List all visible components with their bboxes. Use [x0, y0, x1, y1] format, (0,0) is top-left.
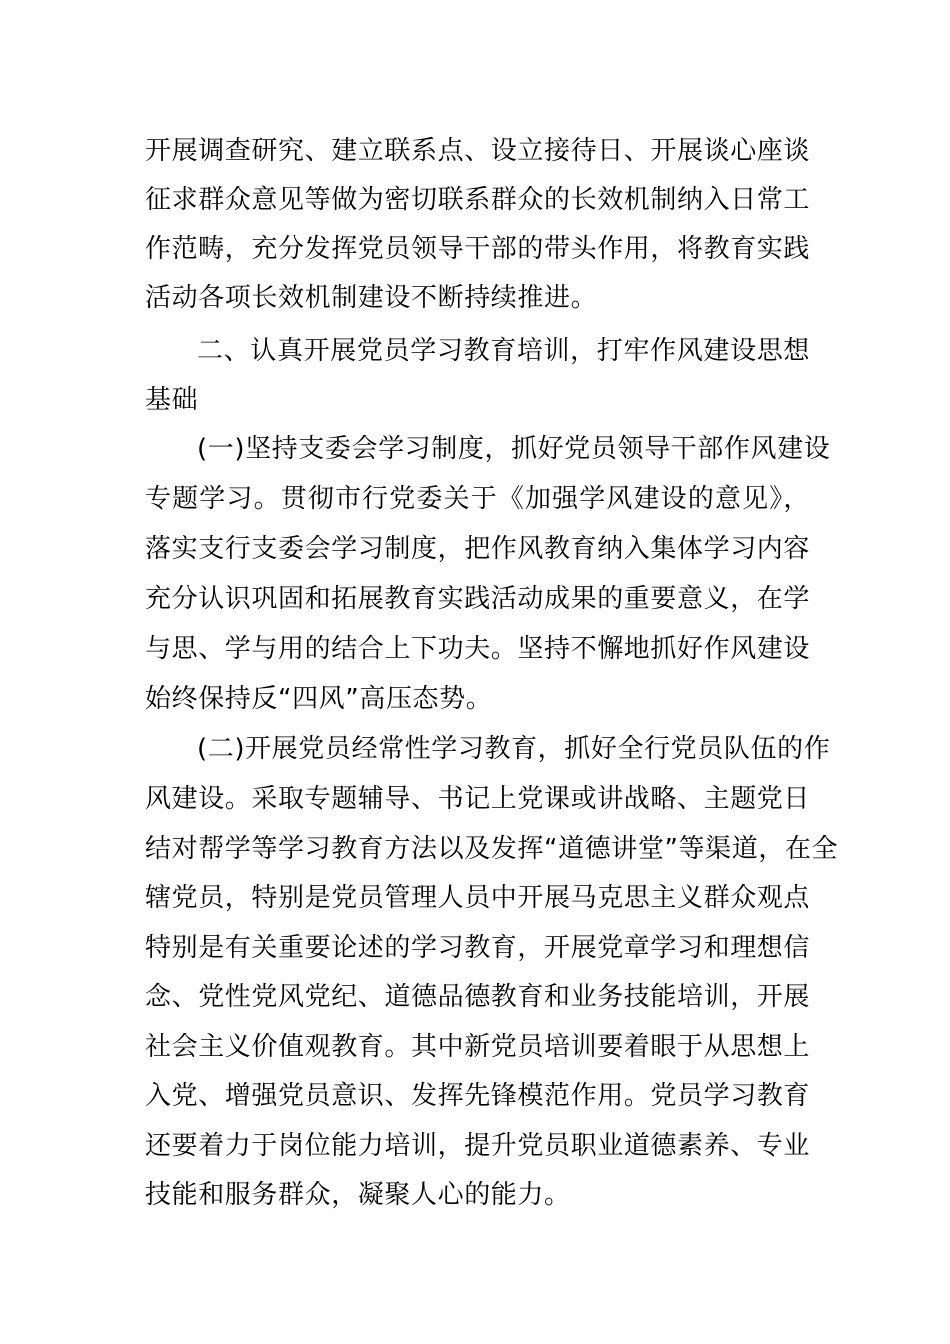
section-heading: 二、认真开展党员学习教育培训，打牢作风建设思想: [197, 336, 810, 366]
body-line: 结对帮学等学习教育方法以及发挥“道德讲堂”等渠道，在全: [145, 834, 839, 864]
body-line: 技能和服务群众，凝聚人心的能力。: [145, 1180, 571, 1210]
body-line: 念、党性党风党纪、道德品德教育和业务技能培训，开展: [145, 982, 811, 1012]
section-heading-continued: 基础: [145, 385, 199, 415]
subsection-line: (一)坚持支委会学习制度，抓好党员领导干部作风建设: [197, 434, 831, 464]
body-line: 开展调查研究、建立联系点、设立接待日、开展谈心座谈: [145, 136, 811, 166]
body-line: 征求群众意见等做为密切联系群众的长效机制纳入日常工: [145, 185, 811, 215]
body-line: 辖党员，特别是党员管理人员中开展马克思主义群众观点: [145, 883, 811, 913]
body-line: 作范畴，充分发挥党员领导干部的带头作用，将教育实践: [145, 234, 811, 264]
body-line: 专题学习。贯彻市行党委关于《加强学风建设的意见》，: [145, 484, 810, 514]
body-line: 始终保持反“四风”高压态势。: [145, 684, 493, 714]
body-line: 风建设。采取专题辅导、书记上党课或讲战略、主题党日: [145, 784, 811, 814]
subsection-line: (二)开展党员经常性学习教育，抓好全行党员队伍的作: [197, 734, 831, 764]
body-line: 社会主义价值观教育。其中新党员培训要着眼于从思想上: [145, 1032, 811, 1062]
body-line: 特别是有关重要论述的学习教育，开展党章学习和理想信: [145, 933, 811, 963]
body-line: 还要着力于岗位能力培训，提升党员职业道德素养、专业: [145, 1131, 811, 1161]
body-line: 充分认识巩固和拓展教育实践活动成果的重要意义，在学: [145, 584, 811, 614]
body-line: 活动各项长效机制建设不断持续推进。: [145, 283, 598, 313]
body-line: 落实支行支委会学习制度，把作风教育纳入集体学习内容: [145, 534, 811, 564]
body-line: 入党、增强党员意识、发挥先锋模范作用。党员学习教育: [145, 1081, 811, 1111]
body-line: 与思、学与用的结合上下功夫。坚持不懈地抓好作风建设: [145, 634, 811, 664]
